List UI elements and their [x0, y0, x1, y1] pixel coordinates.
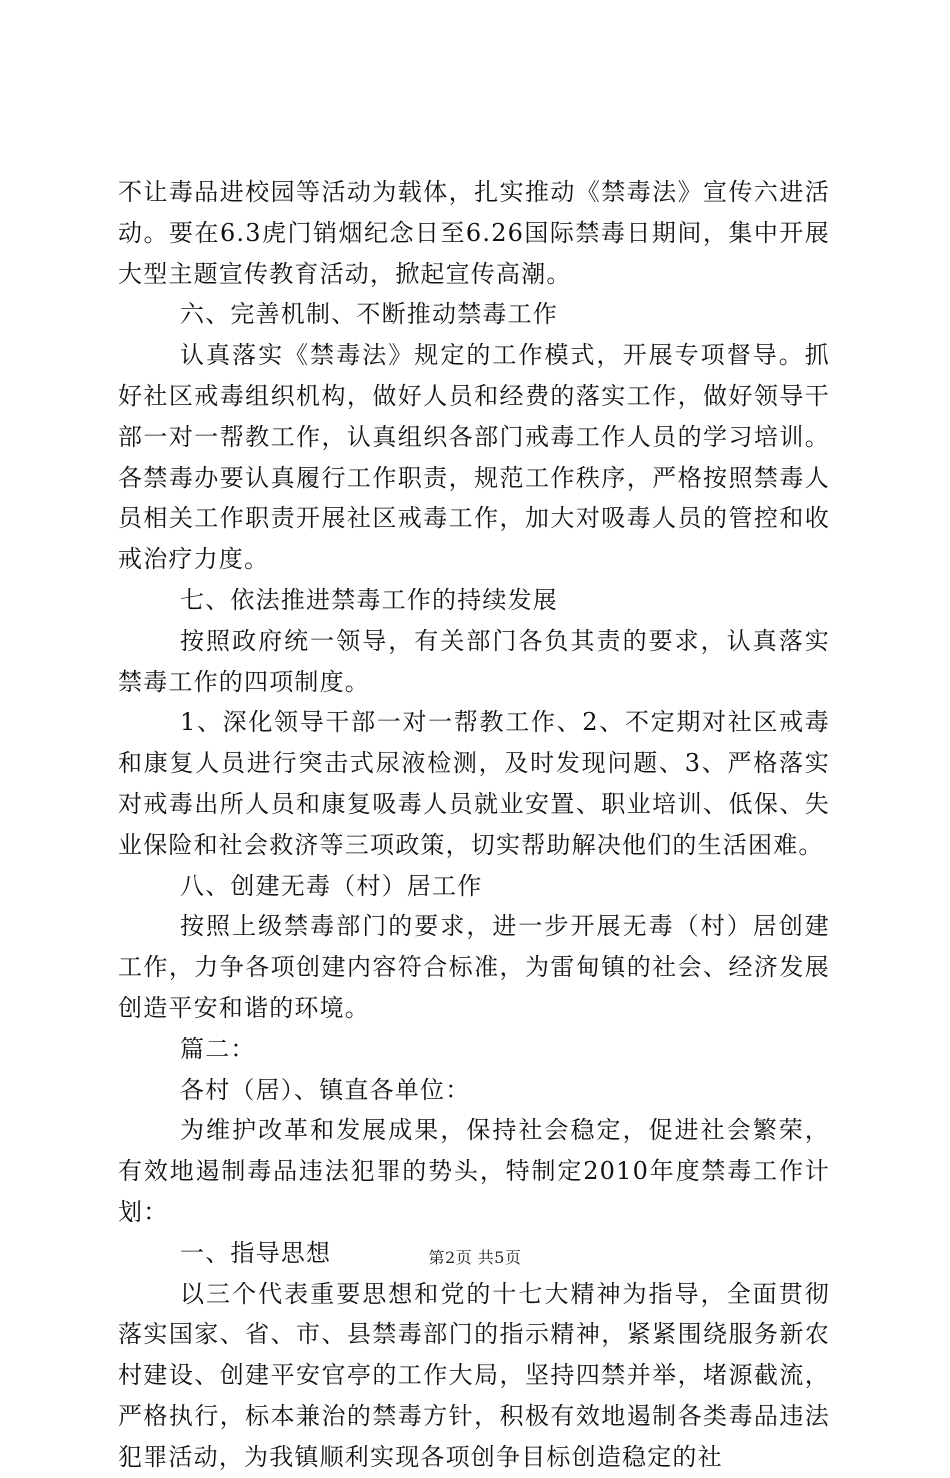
section-heading-6: 六、完善机制、不断推动禁毒工作 [180, 300, 558, 329]
paragraph: 按照上级禁毒部门的要求，进一步开展无毒（村）居创建工作，力争各项创建内容符合标准，为雷甸镇的社会、经济发展创造平安和谐的环境。 [118, 912, 830, 1022]
paragraph: 以三个代表重要思想和党的十七大精神为指导，全面贯彻落实国家、省、市、县禁毒部门的指示精神，紧紧围绕服务新农村建设、创建平安官亭的工作大局，坚持四禁并举，堵源截流，严格执行，标本兼治的禁毒方针，积极有效地遏制各类毒品违法犯罪活动，为我镇顺利实现各项创争目标创造稳定的社 [118, 1279, 830, 1471]
paragraph: 认真落实《禁毒法》规定的工作模式，开展专项督导。抓好社区戒毒组织机构，做好人员和经费的落实工作，做好领导干部一对一帮教工作，认真组织各部门戒毒工作人员的学习培训。各禁毒办要认真履行工作职责，规范工作秩序，严格按照禁毒人员相关工作职责开展社区戒毒工作，加大对吸毒人员的管控和收戒治疗力度。 [118, 341, 830, 574]
section-heading-7: 七、依法推进禁毒工作的持续发展 [180, 585, 558, 614]
section-heading-1: 一、指导思想 [180, 1238, 332, 1267]
page-footer: 第2页 共5页 [428, 1248, 522, 1267]
paragraph-list: 1、深化领导干部一对一帮教工作、2、不定期对社区戒毒和康复人员进行突击式尿液检测，及时发现问题、3、严格落实对戒毒出所人员和康复吸毒人员就业安置、职业培训、低保、失业保险和社会救济等三项政策，切实帮助解决他们的生活困难。 [118, 708, 830, 859]
document-body [118, 172, 830, 1478]
salutation: 各村（居）、镇直各单位： [180, 1075, 471, 1104]
paragraph: 为维护改革和发展成果，保持社会稳定，促进社会繁荣，有效地遏制毒品违法犯罪的势头，特制定2010年度禁毒工作计划： [118, 1116, 830, 1226]
section-heading-8: 八、创建无毒（村）居工作 [180, 871, 483, 900]
paragraph: 按照政府统一领导，有关部门各负其责的要求，认真落实禁毒工作的四项制度。 [118, 626, 830, 696]
part-heading: 篇二： [180, 1034, 256, 1063]
paragraph-continuation: 不让毒品进校园等活动为载体，扎实推动《禁毒法》宣传六进活动。要在6.3虎门销烟纪念日至6.26国际禁毒日期间，集中开展大型主题宣传教育活动，掀起宣传高潮。 [118, 178, 830, 288]
